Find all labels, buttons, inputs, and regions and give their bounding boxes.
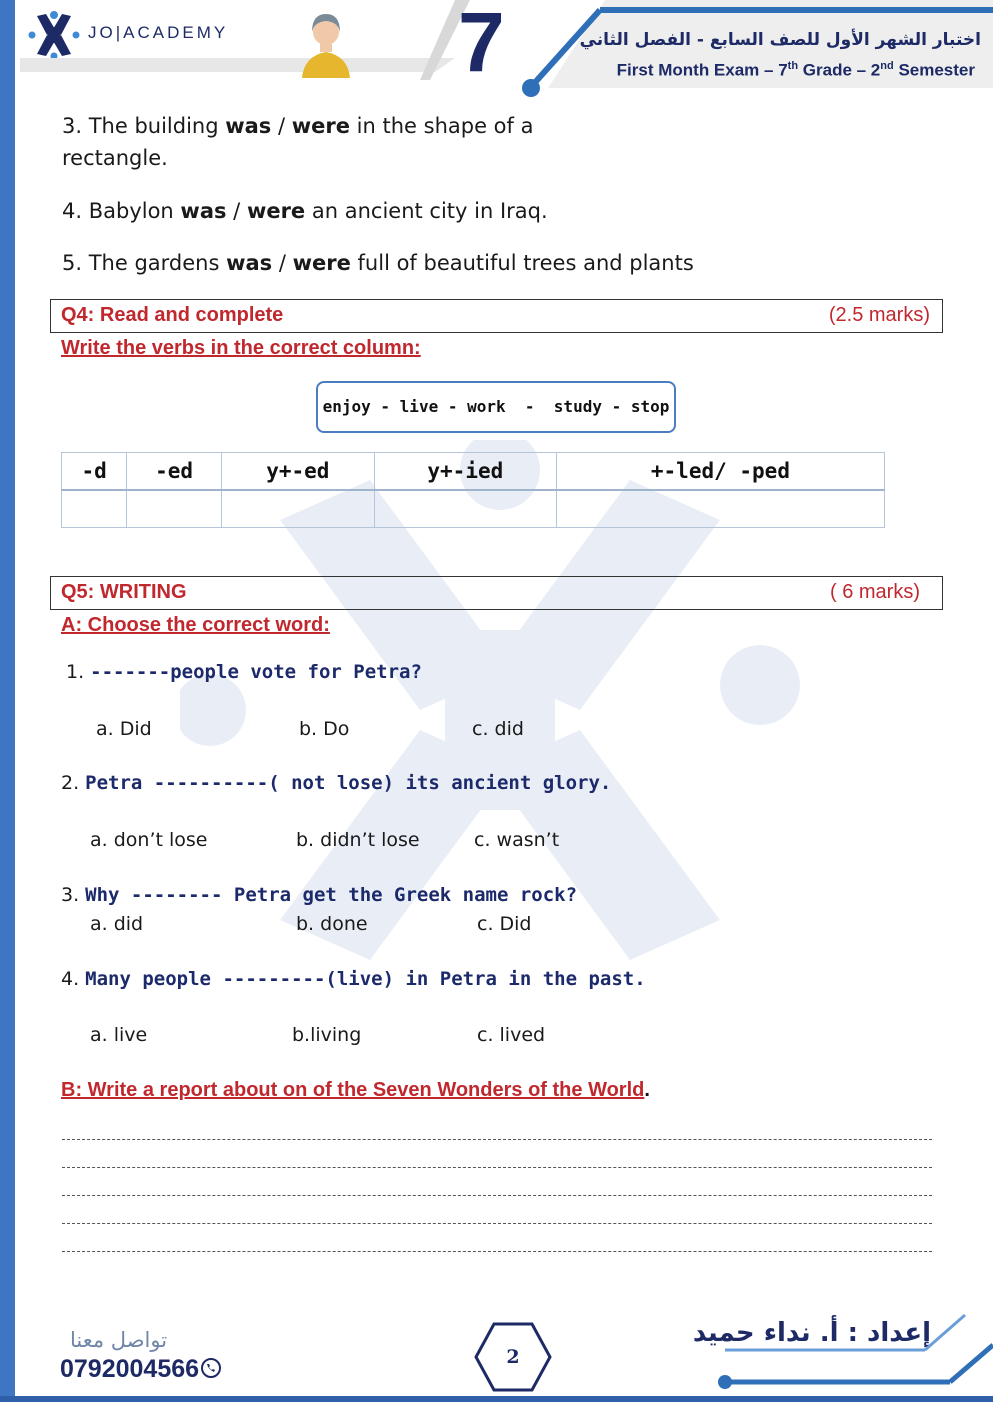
sentence-5-text-a: 5. The gardens xyxy=(62,251,227,275)
page-number-badge xyxy=(474,1322,552,1392)
phone-number: 0792004566 xyxy=(60,1355,200,1383)
sentence-5 xyxy=(62,251,694,275)
verb-table-header-row xyxy=(62,453,885,491)
writing-line[interactable] xyxy=(62,1251,932,1252)
page-number: 2 xyxy=(506,1346,520,1368)
mcq-number: 4. xyxy=(61,968,86,990)
footer-accent-lines xyxy=(700,1300,993,1400)
mcq-text: Why -------- Petra get the Greek name rock? xyxy=(85,884,578,906)
mcq-question-3 xyxy=(61,884,577,906)
mcq-2-option-c[interactable]: c. wasn’t xyxy=(474,829,560,851)
q4-word-box xyxy=(316,381,676,433)
title-english-part3: Semester xyxy=(893,60,975,80)
title-english-part1: First Month Exam – 7 xyxy=(616,60,788,80)
answer-cell[interactable] xyxy=(374,490,556,528)
sentence-4-was: was xyxy=(180,199,227,223)
sentence-3-text-a: 3. The building xyxy=(62,114,226,138)
writing-line[interactable] xyxy=(62,1223,932,1224)
answer-cell[interactable] xyxy=(127,490,222,528)
q5-part-b-title xyxy=(61,1079,650,1102)
title-english-sup2: nd xyxy=(880,60,894,72)
mcq-number: 2. xyxy=(61,772,86,794)
mcq-2-option-b[interactable]: b. didn’t lose xyxy=(296,829,420,851)
mcq-text: Petra ----------( not lose) its ancient glory. xyxy=(85,772,612,794)
sentence-4-text-a: 4. Babylon xyxy=(62,199,181,223)
sentence-3-text-b: in the shape of a xyxy=(350,114,534,138)
q4-marks: (2.5 marks) xyxy=(828,304,930,326)
writing-line[interactable] xyxy=(62,1195,932,1196)
mcq-1-option-b[interactable]: b. Do xyxy=(299,718,350,740)
whatsapp-icon xyxy=(200,1357,222,1379)
mcq-text: Many people ---------(live) in Petra in the past. xyxy=(85,968,646,990)
title-english-part2: Grade – 2 xyxy=(798,60,881,80)
sentence-3-line2: rectangle. xyxy=(62,146,168,170)
q4-instruction: Write the verbs in the correct column: xyxy=(61,337,421,359)
mcq-3-option-c[interactable]: c. Did xyxy=(477,913,532,935)
title-english-sup1: th xyxy=(787,60,799,72)
sentence-4-sep: / xyxy=(226,199,247,223)
sentence-3 xyxy=(62,114,533,138)
page-left-border xyxy=(0,0,15,1402)
verb-col-header: y+-ed xyxy=(221,453,374,491)
sentence-3-were: were xyxy=(291,114,350,138)
mcq-number: 3. xyxy=(61,884,86,906)
sentence-4-were: were xyxy=(246,199,306,223)
writing-line[interactable] xyxy=(62,1167,932,1168)
q4-title: Q4: Read and complete xyxy=(61,304,284,326)
sentence-5-sep: / xyxy=(272,251,293,275)
mcq-3-option-a[interactable]: a. did xyxy=(90,913,144,935)
verb-col-header: +-led/ -ped xyxy=(556,453,884,491)
q5-part-b-period: . xyxy=(644,1079,650,1101)
mcq-question-1 xyxy=(66,661,422,683)
mcq-question-2 xyxy=(61,772,611,794)
q5-header-box xyxy=(50,576,943,610)
footer-contact-arabic: تواصل معنا xyxy=(70,1328,168,1352)
answer-cell[interactable] xyxy=(221,490,374,528)
footer-author-arabic: إعداد : أ. نداء حميد xyxy=(692,1318,931,1348)
verb-col-header: -ed xyxy=(127,453,222,491)
title-english xyxy=(617,60,975,81)
verb-column-table xyxy=(61,452,885,528)
mcq-number: 1. xyxy=(66,661,91,683)
q4-header-box xyxy=(50,299,943,333)
mcq-text: -------people vote for Petra? xyxy=(90,661,422,683)
mcq-4-option-a[interactable]: a. live xyxy=(90,1024,148,1046)
logo-text: JO|ACADEMY xyxy=(88,23,229,42)
q5-part-a-title: A: Choose the correct word: xyxy=(61,614,330,636)
sentence-3-was: was xyxy=(225,114,272,138)
q5-title: Q5: WRITING xyxy=(61,581,187,603)
verb-col-header: y+-ied xyxy=(374,453,556,491)
sentence-5-were: were xyxy=(292,251,351,275)
mcq-1-option-c[interactable]: c. did xyxy=(472,718,524,740)
verb-col-header: -d xyxy=(62,453,127,491)
sentence-4-text-b: an ancient city in Iraq. xyxy=(305,199,548,223)
answer-cell[interactable] xyxy=(556,490,884,528)
grade-number: 7 xyxy=(458,0,505,89)
verb-table-answer-row xyxy=(62,490,885,528)
teacher-avatar xyxy=(298,8,354,78)
mcq-question-4 xyxy=(61,968,646,990)
q5-part-b-text: B: Write a report about on of the Seven Wonders of the World xyxy=(61,1079,645,1101)
q4-word-list: enjoy - live - work - study - stop xyxy=(322,397,670,416)
mcq-4-option-c[interactable]: c. lived xyxy=(477,1024,546,1046)
writing-line[interactable] xyxy=(62,1139,932,1140)
sentence-4 xyxy=(62,199,548,223)
sentence-3-sep: / xyxy=(271,114,292,138)
q5-marks: ( 6 marks) xyxy=(830,581,920,603)
mcq-4-option-b[interactable]: b.living xyxy=(292,1024,362,1046)
sentence-5-was: was xyxy=(226,251,273,275)
mcq-3-option-b[interactable]: b. done xyxy=(296,913,368,935)
mcq-1-option-a[interactable]: a. Did xyxy=(96,718,152,740)
sentence-5-text-b: full of beautiful trees and plants xyxy=(350,251,694,275)
mcq-2-option-a[interactable]: a. don’t lose xyxy=(90,829,208,851)
answer-cell[interactable] xyxy=(62,490,127,528)
footer-phone xyxy=(60,1355,222,1384)
title-arabic: اختبار الشهر الأول للصف السابع - الفصل الثاني xyxy=(579,30,981,50)
